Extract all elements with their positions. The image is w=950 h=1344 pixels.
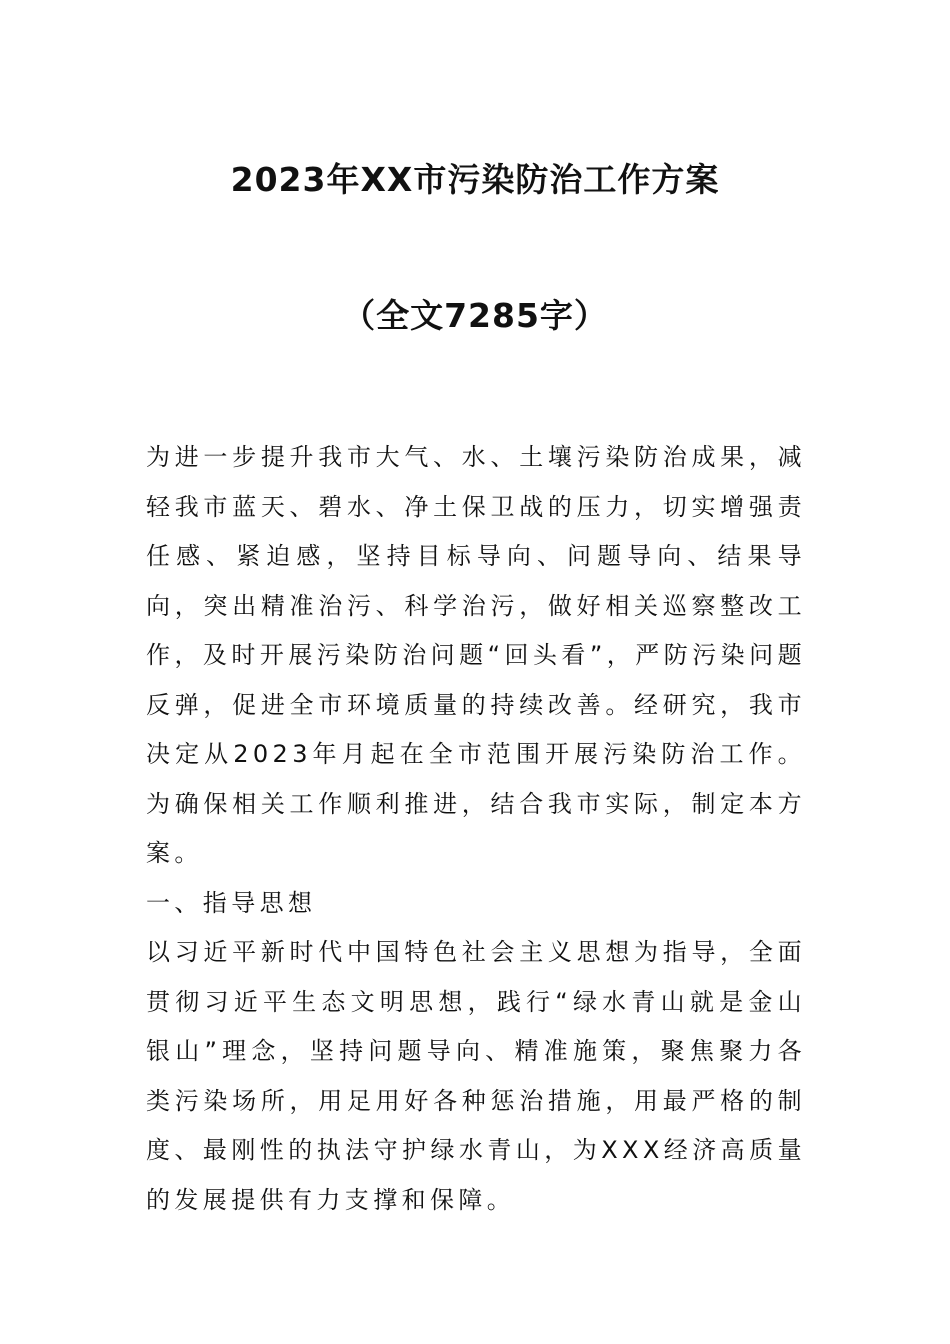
document-body <box>146 433 806 1225</box>
document-word-count: （全文7285字） <box>342 296 608 335</box>
section-heading-guiding-ideology: 一、指导思想 <box>146 888 317 917</box>
guiding-ideology-paragraph: 以习近平新时代中国特色社会主义思想为指导，全面贯彻习近平生态文明思想，践行“绿水青山就是金山银山”理念，坚持问题导向、精准施策，聚焦聚力各类污染场所，用足用好各种惩治措施，用最严格的制度、最刚性的执法守护绿水青山，为XXX经济高质量的发展提供有力支撑和保障。 <box>146 938 806 1214</box>
document-title: 2023年XX市污染防治工作方案 <box>230 160 720 199</box>
intro-paragraph: 为进一步提升我市大气、水、土壤污染防治成果，减轻我市蓝天、碧水、净土保卫战的压力，切实增强责任感、紧迫感，坚持目标导向、问题导向、结果导向，突出精准治污、科学治污，做好相关巡察整改工作，及时开展污染防治问题“回头看”，严防污染问题反弹，促进全市环境质量的持续改善。经研究，我市决定从2023年月起在全市范围开展污染防治工作。为确保相关工作顺利推进，结合我市实际，制定本方案。 <box>146 443 806 867</box>
